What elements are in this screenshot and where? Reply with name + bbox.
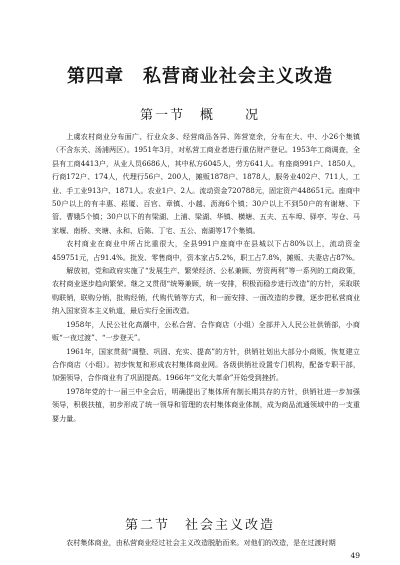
paragraph: 农村集体商业，由私营商业经过社会主义改造脱胎而来。对他们的改造，是在过渡时期: [66, 538, 336, 547]
paragraph: 解放初，党和政府实施了“发展生产、繁荣经济、公私兼顾、劳资两利”等一系列的工商政策，农村商业逐步趋向繁荣。继之又贯彻“统筹兼顾，统一安排，积极而稳步进行改造”的方针，采取联购联销，联购分销，批购经销，代购代销等方式，和一面安排、一面改造的步骤，逐步把私营商业纳入国家资本主义轨道，最后实行全面改造。: [52, 266, 360, 316]
paragraph: 1978年党的十一届三中全会后，明确提出了集体所有制长期共存的方针，供销社进一步加强领导，积极扶植，初步形成了统一领导和管理的农村集体商业体制，成为商品流通领域中的一支重要力量。: [52, 386, 360, 423]
chapter-title: 第四章 私营商业社会主义改造: [67, 66, 333, 87]
section-1-body: [52, 130, 360, 425]
page-number: 49: [350, 551, 360, 560]
paragraph: 上虞农村商业分布面广、行业众多、经营商品各异、阵营宽余，分布在大、中、小26个集镇（不含东关、汤浦两区）。1951年3月，对私营工商业者进行重估财产登记。1953年工商调查，全县有工商4413户，从业人员6686人，其中私方6045人，劳方641人。有座商991户、1850人，行商172户、174人，代理行56户、200人，摊贩1878户、1878人，服务业402户、711人，工业、手工业913户、1871人。农业1户、2人。流动资金720788元，固定资产448651元。座商中50户以上的有丰惠、崧厦、百官、章镇、小越、沥海6个镇；30户以上不到50户的有谢塘、下管、曹娥5个镇；30户以下的有梁湖、上浦、梁湖、华镇、横塘、五夫、五车埠、驿亭、岑仓、马家堰、南桥、夹塘、永和、后陈、丁宅、五公、南湖等17个集镇。: [52, 132, 360, 235]
paragraph: 1958年，人民公社化高潮中，公私合营、合作商店（小组）全部并入人民公社供销部，小商贩“一夜过渡”、“一步登天”。: [52, 319, 360, 343]
section-2-body: [52, 536, 360, 549]
paragraph: 1961年，国家贯彻“调整、巩固、充实、提高”的方针，供销社划出大部分小商贩，恢复建立合作商店（小组）。初步恢复和形成农村集体商业网。各级供销社设置专门机构，配备专职干部，加强领导，合作商业有了巩固提高。1966年“文化大革命”开始受到挫折。: [52, 346, 360, 383]
section-title-1: 第一节 概 况: [139, 108, 260, 123]
section-title-2: 第二节 社会主义改造: [124, 518, 275, 533]
paragraph: 农村商业在商业中所占比重很大，全县991户座商中在县城以下占80%以上，流动资金459751元，占91.4%。批发、零售商中，资本家占5.2%，职工占7.8%，摊贩、夫妻店占87%。: [52, 239, 360, 262]
